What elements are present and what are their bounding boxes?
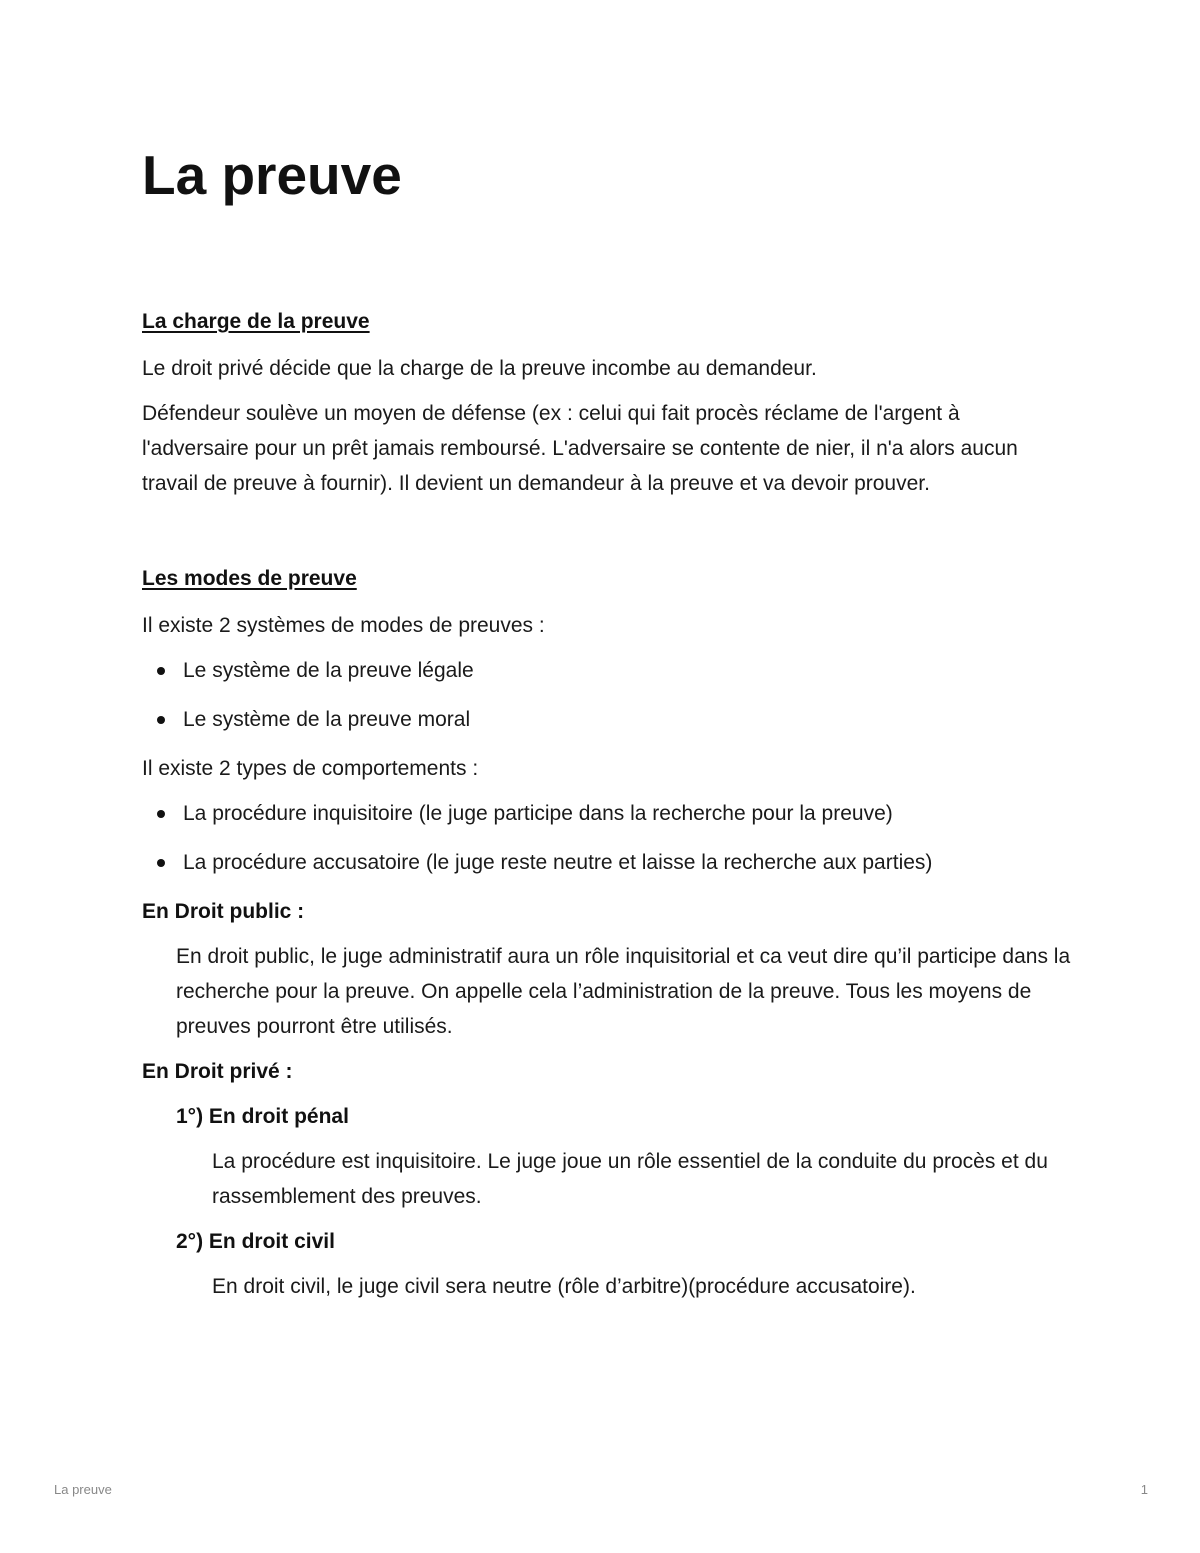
list-item bbox=[142, 796, 1072, 831]
section-heading-charge: La charge de la preuve bbox=[142, 310, 370, 333]
heading-droit-prive: En Droit privé : bbox=[142, 1060, 293, 1083]
bullet-icon bbox=[157, 859, 165, 867]
list-item-text: Le système de la preuve moral bbox=[183, 708, 471, 731]
paragraph-droit-penal: La procédure est inquisitoire. Le juge joue un rôle essentiel de la conduite du procès et du rassemblement des preuves. bbox=[212, 1150, 1048, 1208]
document-body bbox=[142, 306, 1072, 1314]
paragraph-behaviours-intro: Il existe 2 types de comportements : bbox=[142, 757, 479, 780]
bullet-icon bbox=[157, 716, 165, 724]
document-title: La preuve bbox=[142, 144, 402, 206]
list-item bbox=[142, 845, 1072, 880]
paragraph-defendeur: Défendeur soulève un moyen de défense (ex : celui qui fait procès réclame de l'argent à l'adversaire pour un prêt jamais remboursé. L'adversaire se contente de nier, il n'a alors aucun travail de preuve à fournir). Il devient un demandeur à la preuve et va devoir prouver. bbox=[142, 402, 1018, 495]
bullet-icon bbox=[157, 667, 165, 675]
behaviours-list bbox=[142, 796, 1072, 880]
list-item-text: La procédure inquisitoire (le juge participe dans la recherche pour la preuve) bbox=[183, 802, 893, 825]
heading-droit-civil: 2°) En droit civil bbox=[176, 1230, 335, 1253]
section-heading-modes: Les modes de preuve bbox=[142, 567, 357, 590]
footer-document-name: La preuve bbox=[54, 1482, 112, 1497]
heading-droit-penal: 1°) En droit pénal bbox=[176, 1105, 349, 1128]
paragraph-droit-civil: En droit civil, le juge civil sera neutre (rôle d’arbitre)(procédure accusatoire). bbox=[212, 1275, 916, 1298]
bullet-icon bbox=[157, 810, 165, 818]
paragraph-systems-intro: Il existe 2 systèmes de modes de preuves : bbox=[142, 614, 545, 637]
systems-list bbox=[142, 653, 1072, 737]
paragraph-droit-public: En droit public, le juge administratif aura un rôle inquisitorial et ca veut dire qu’il participe dans la recherche pour la preuve. On appelle cela l’administration de la preuve. Tous les moyens de preuves pourront être utilisés. bbox=[176, 945, 1071, 1038]
list-item-text: Le système de la preuve légale bbox=[183, 659, 474, 682]
footer-page-number: 1 bbox=[1140, 1482, 1148, 1497]
list-item-text: La procédure accusatoire (le juge reste neutre et laisse la recherche aux parties) bbox=[183, 851, 933, 874]
list-item bbox=[142, 702, 1072, 737]
heading-droit-public: En Droit public : bbox=[142, 900, 305, 923]
list-item bbox=[142, 653, 1072, 688]
section-spacer bbox=[142, 511, 1072, 563]
paragraph-charge-rule: Le droit privé décide que la charge de la preuve incombe au demandeur. bbox=[142, 357, 817, 380]
